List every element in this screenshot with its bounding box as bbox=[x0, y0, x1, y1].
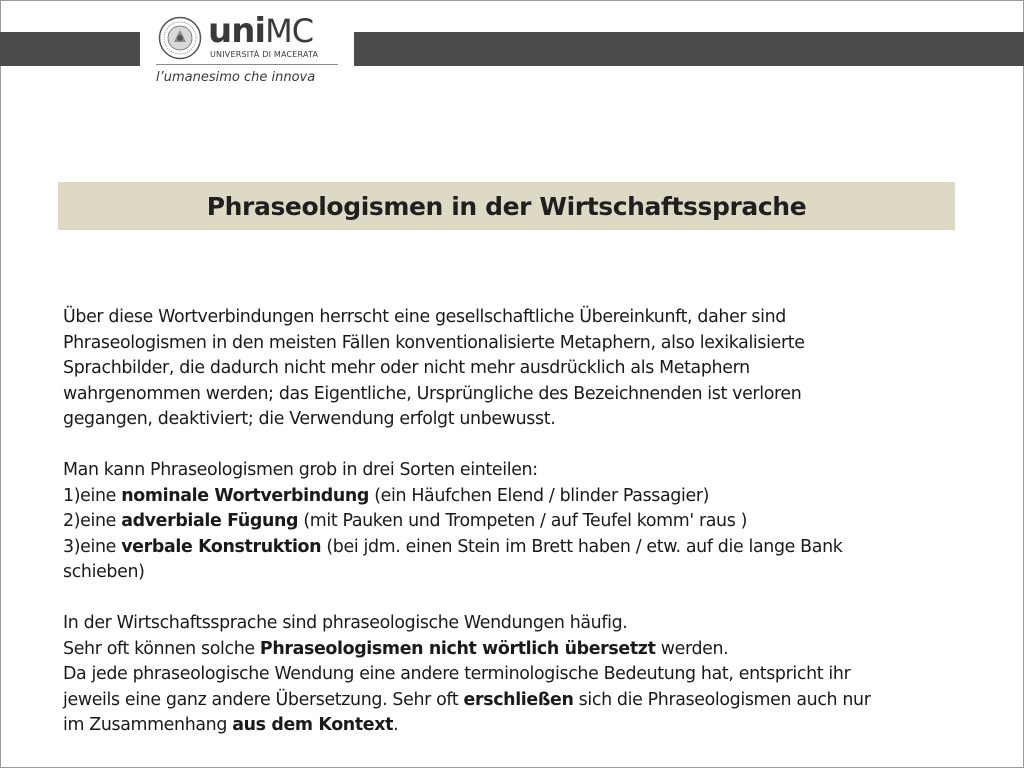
sort-item-3 bbox=[63, 535, 963, 561]
sort-prefix: 2)eine bbox=[63, 511, 122, 531]
text-run: Sehr oft können solche bbox=[63, 638, 260, 659]
emphasis: aus dem Kontext bbox=[232, 715, 394, 735]
paragraph-gap bbox=[63, 433, 963, 459]
sorts-intro: Man kann Phraseologismen grob in drei Sorten einteilen: bbox=[63, 460, 538, 480]
logo-tagline: l’umanesimo che innova bbox=[156, 70, 316, 85]
sort-prefix: 1)eine bbox=[63, 485, 122, 506]
paragraph-line: Phraseologismen in den meisten Fällen konventionalisierte Metaphern, also lexikalisierte bbox=[63, 332, 805, 353]
sort-example: (mit Pauken und Trompeten / auf Teufel komm' raus ) bbox=[298, 511, 748, 531]
sort-term: verbale Konstruktion bbox=[121, 536, 322, 557]
paragraph-line bbox=[63, 688, 963, 714]
brand-wordmark bbox=[208, 11, 314, 51]
paragraph-line: Sprachbilder, die dadurch nicht mehr oder nicht mehr ausdrücklich als Metaphern bbox=[63, 358, 750, 378]
sort-item-3-cont: schieben) bbox=[63, 562, 145, 582]
paragraph-line: In der Wirtschaftssprache sind phraseologische Wendungen häufig. bbox=[63, 613, 628, 633]
paragraph-line bbox=[63, 713, 963, 739]
text-run: werden. bbox=[655, 638, 729, 659]
header-bar-right bbox=[354, 32, 1024, 66]
brand-uni: uni bbox=[208, 11, 266, 51]
paragraph-line: Da jede phraseologische Wendung eine andere terminologische Bedeutung hat, entspricht ihr bbox=[63, 664, 851, 684]
sort-item-1 bbox=[63, 484, 963, 510]
slide-body bbox=[63, 305, 963, 739]
university-logo bbox=[148, 10, 346, 90]
paragraph-line: Über diese Wortverbindungen herrscht eine gesellschaftliche Übereinkunft, daher sind bbox=[63, 307, 786, 327]
text-run: sich die Phraseologismen auch nur bbox=[573, 689, 871, 710]
text-run: jeweils eine ganz andere Übersetzung. Sehr oft bbox=[63, 689, 464, 710]
paragraph-gap bbox=[63, 586, 963, 612]
university-name: UNIVERSITÀ DI MACERATA bbox=[210, 50, 319, 59]
text-run: . bbox=[393, 715, 399, 735]
paragraph-line: gegangen, deaktiviert; die Verwendung erfolgt unbewusst. bbox=[63, 409, 556, 429]
title-band bbox=[58, 182, 955, 230]
slide-title: Phraseologismen in der Wirtschaftssprache bbox=[206, 191, 807, 221]
paragraph-line: wahrgenommen werden; das Eigentliche, Ursprüngliche des Bezeichnenden ist verloren bbox=[63, 383, 802, 404]
brand-mc: MC bbox=[265, 12, 314, 50]
university-seal-icon bbox=[158, 16, 202, 60]
logo-divider bbox=[156, 64, 338, 65]
sort-example: (bei jdm. einen Stein im Brett haben / etw. auf die lange Bank bbox=[321, 536, 843, 557]
text-run: im Zusammenhang bbox=[63, 715, 233, 735]
sort-prefix: 3)eine bbox=[63, 536, 122, 557]
sort-term: nominale Wortverbindung bbox=[121, 485, 370, 506]
sort-item-2 bbox=[63, 509, 963, 535]
emphasis: Phraseologismen nicht wörtlich übersetzt bbox=[259, 638, 656, 659]
emphasis: erschließen bbox=[463, 689, 574, 710]
header-bar-left bbox=[0, 32, 140, 66]
sort-example: (ein Häufchen Elend / blinder Passagier) bbox=[369, 485, 710, 506]
paragraph-line bbox=[63, 637, 963, 663]
sort-term: adverbiale Fügung bbox=[121, 511, 299, 531]
